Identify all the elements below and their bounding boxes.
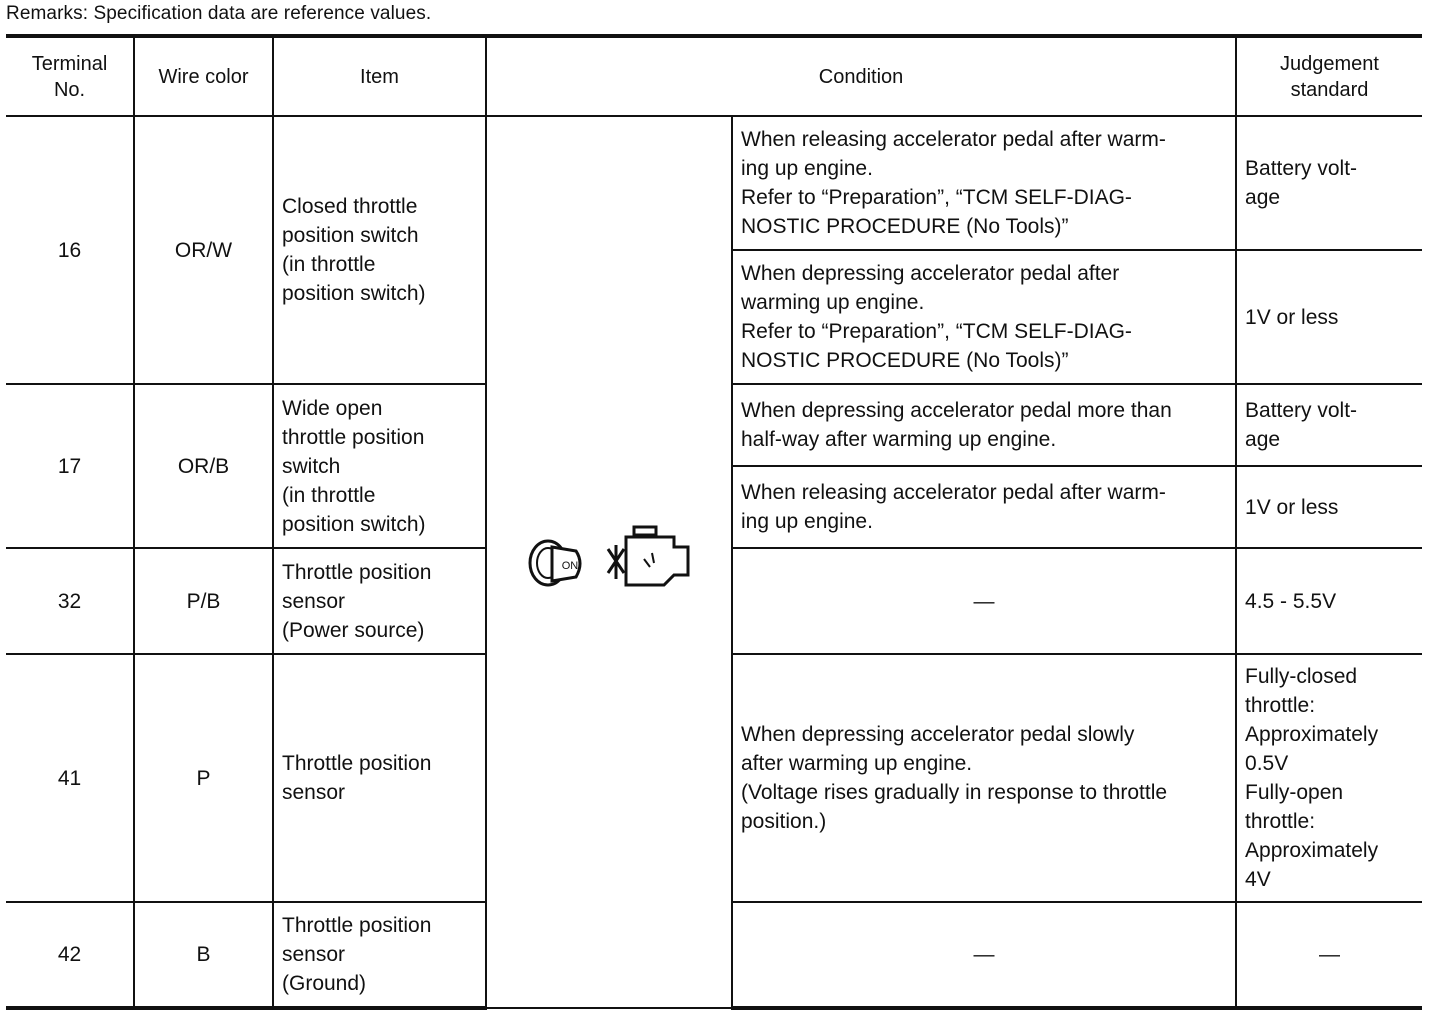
item-cell: Wide open throttle position switch (in throttle position switch) [273, 384, 486, 548]
terminal-no-cell: 41 [6, 654, 134, 902]
header-condition: Condition [486, 36, 1236, 116]
condition-cell: When depressing accelerator pedal more than half-way after warming up engine. [732, 384, 1236, 466]
svg-text:ON: ON [561, 560, 579, 572]
table-row [6, 116, 1422, 250]
remarks-note: Remarks: Specification data are reference values. [6, 3, 432, 24]
terminal-no-cell: 42 [6, 902, 134, 1008]
judgement-cell: 1V or less [1236, 250, 1422, 384]
ignition-key-on-icon [518, 533, 598, 593]
condition-cell: When releasing accelerator pedal after warm- ing up engine. [732, 466, 1236, 548]
condition-cell: — [732, 548, 1236, 654]
terminal-no-cell: 16 [6, 116, 134, 384]
header-judgement-standard: Judgement standard [1236, 36, 1422, 116]
engine-running-icon [604, 523, 700, 593]
condition-cell: When depressing accelerator pedal after warming up engine. Refer to “Preparation”, “TCM SELF-DIAG- NOSTIC PROCEDURE (No Tools)” [732, 250, 1236, 384]
wire-color-cell: OR/B [134, 384, 273, 548]
terminal-spec-table [6, 34, 1422, 1010]
wire-color-cell: P/B [134, 548, 273, 654]
judgement-cell: — [1236, 902, 1422, 1008]
item-cell: Throttle position sensor [273, 654, 486, 902]
item-cell: Throttle position sensor (Ground) [273, 902, 486, 1008]
judgement-cell: 4.5 - 5.5V [1236, 548, 1422, 654]
wire-color-cell: P [134, 654, 273, 902]
condition-cell: When depressing accelerator pedal slowly after warming up engine. (Voltage rises gradually in response to throttle position.) [732, 654, 1236, 902]
item-cell: Throttle position sensor (Power source) [273, 548, 486, 654]
wire-color-cell: B [134, 902, 273, 1008]
judgement-cell: Battery volt- age [1236, 116, 1422, 250]
header-wire-color: Wire color [134, 36, 273, 116]
terminal-no-cell: 17 [6, 384, 134, 548]
header-item: Item [273, 36, 486, 116]
item-cell: Closed throttle position switch (in throttle position switch) [273, 116, 486, 384]
judgement-cell: Fully-closed throttle: Approximately 0.5V Fully-open throttle: Approximately 4V [1236, 654, 1422, 902]
condition-icons-cell [486, 116, 732, 1008]
wire-color-cell: OR/W [134, 116, 273, 384]
header-terminal-no: Terminal No. [6, 36, 134, 116]
judgement-cell: Battery volt- age [1236, 384, 1422, 466]
condition-cell: When releasing accelerator pedal after warm- ing up engine. Refer to “Preparation”, “TCM SELF-DIAG- NOSTIC PROCEDURE (No Tools)” [732, 116, 1236, 250]
terminal-no-cell: 32 [6, 548, 134, 654]
condition-cell: — [732, 902, 1236, 1008]
judgement-cell: 1V or less [1236, 466, 1422, 548]
header-row [6, 36, 1422, 116]
